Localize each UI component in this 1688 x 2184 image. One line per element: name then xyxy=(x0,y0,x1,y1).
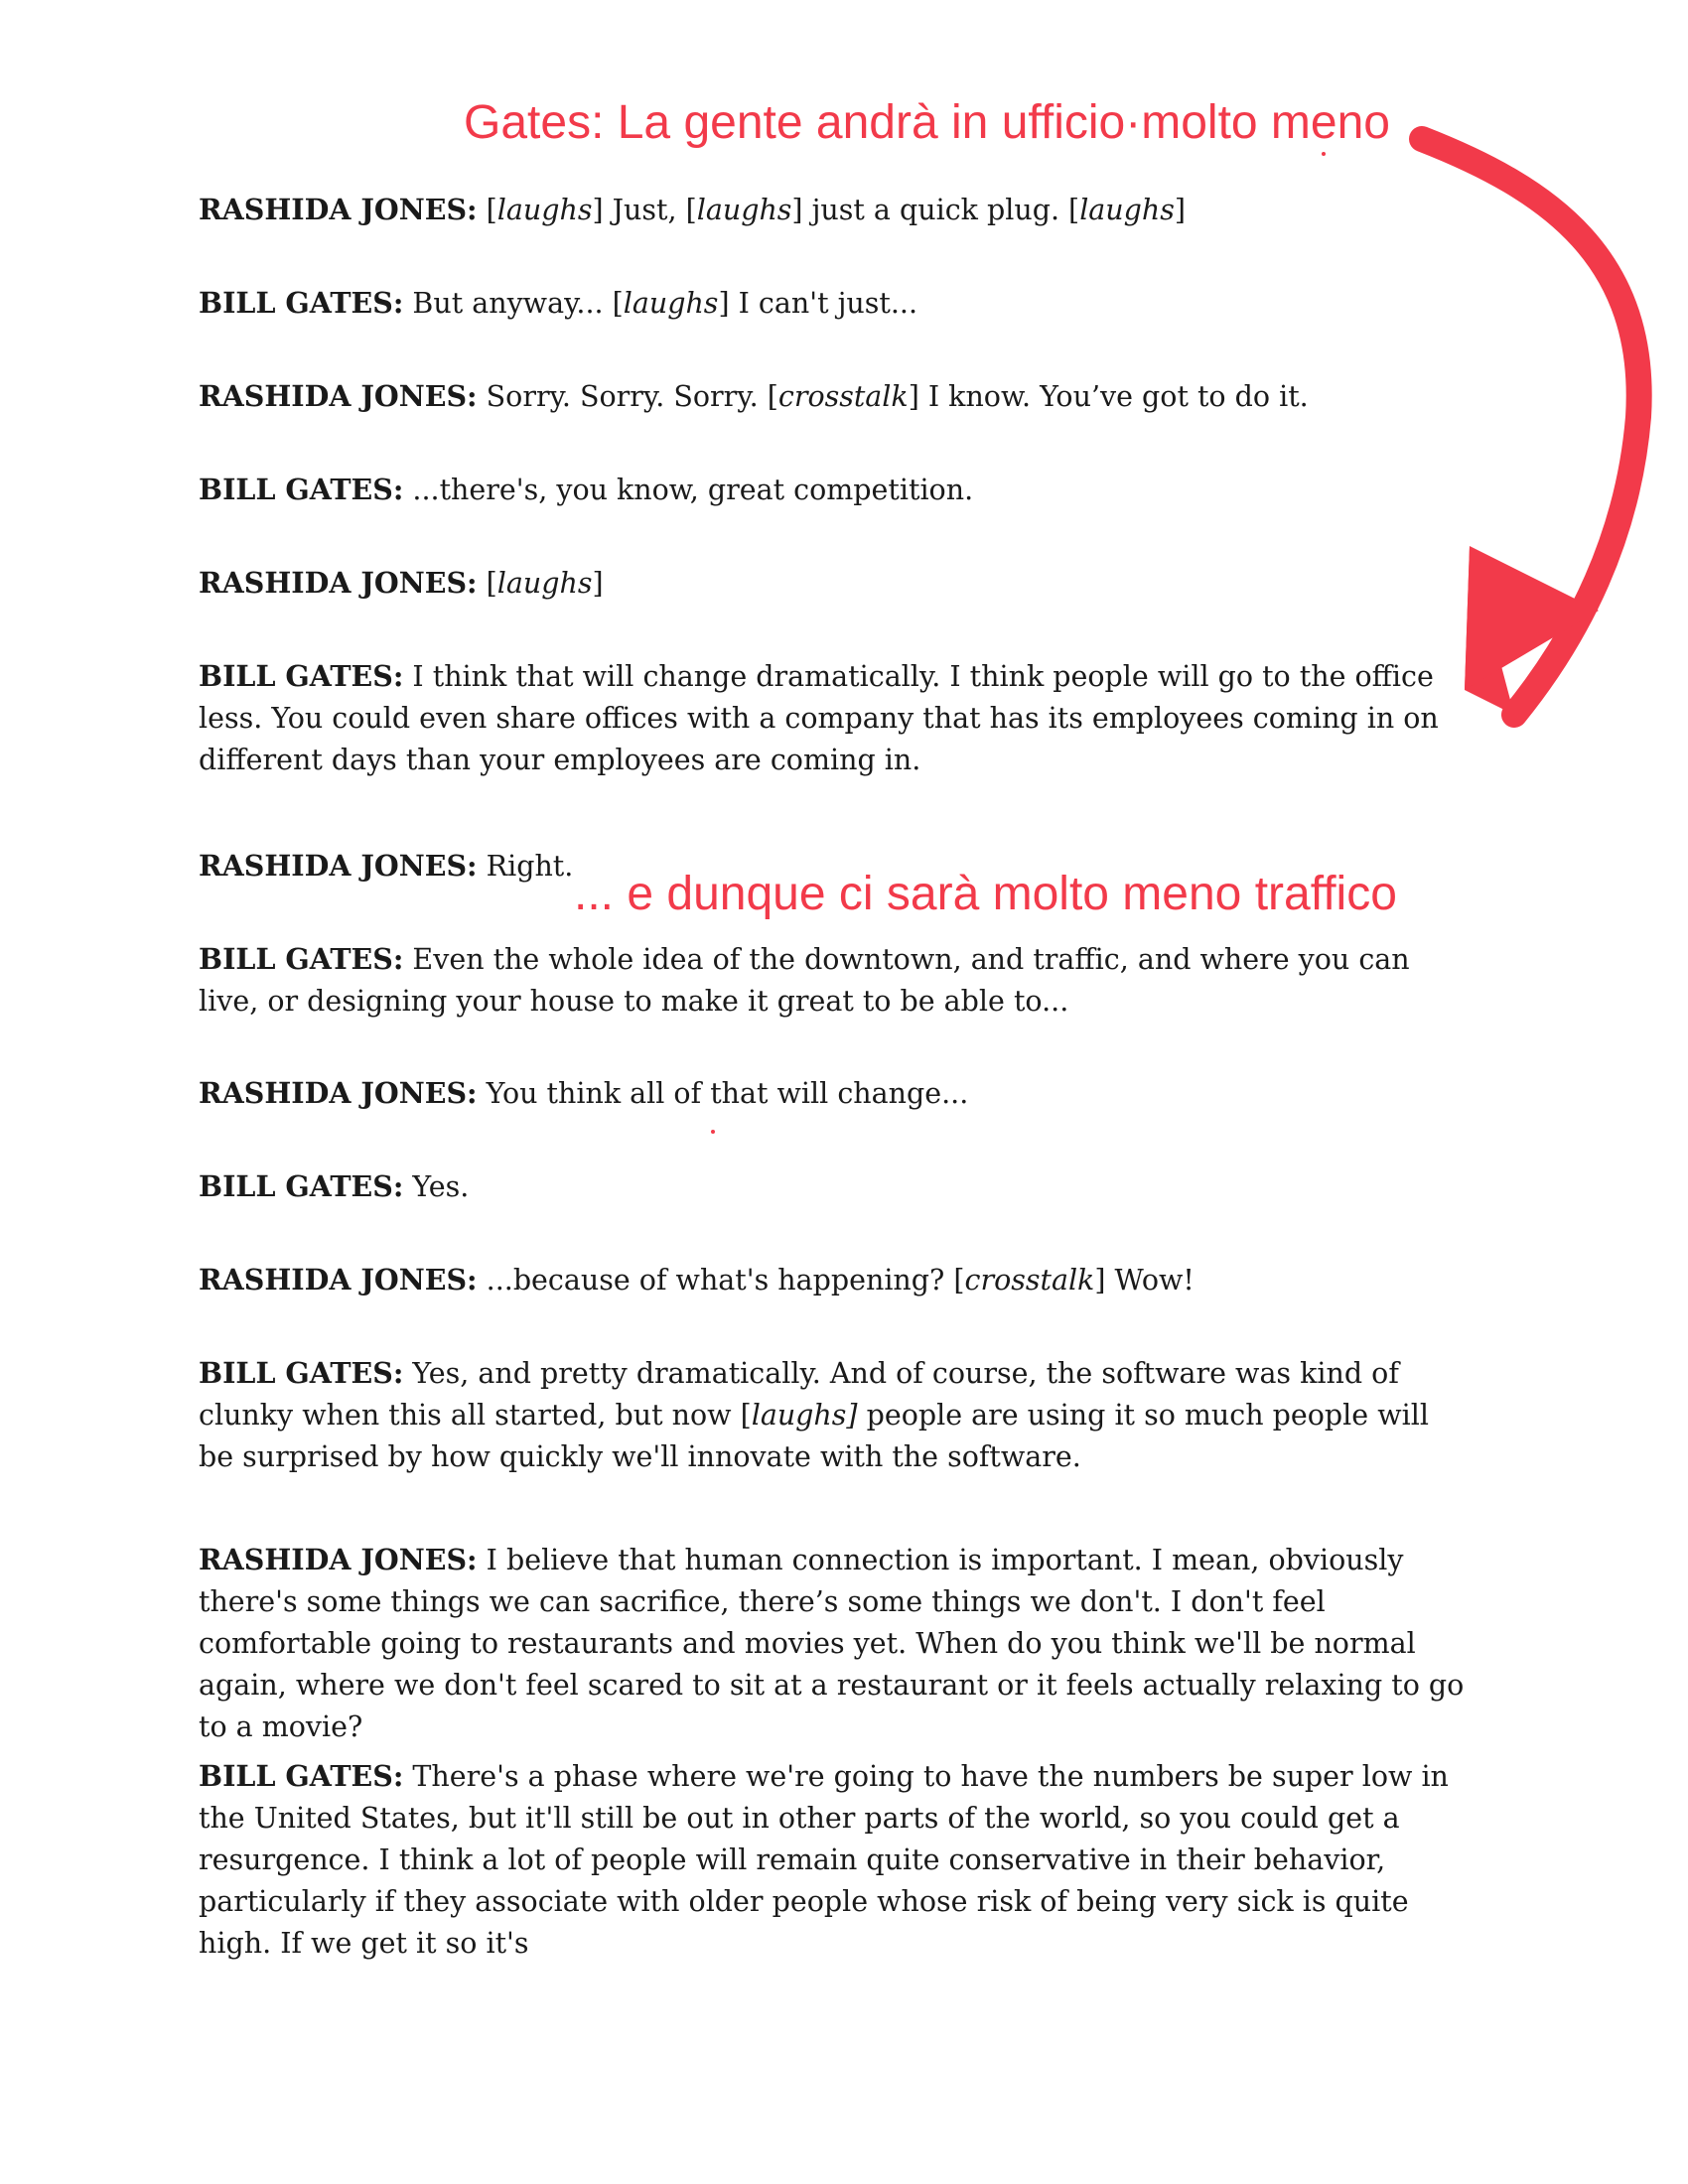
speaker-name: BILL GATES: xyxy=(199,473,404,506)
transcript-paragraph xyxy=(199,655,1470,781)
speech-text: ] just a quick plug. [ xyxy=(791,194,1080,226)
transcript-paragraph xyxy=(199,189,1470,231)
speech-text: I believe that human connection is important. I mean, obviously there's some things we can sacrifice, there’s some things we don't. I don't feel comfortable going to restaurants and movies yet. When do you think we'll be normal again, where we don't feel scared to sit at a restaurant or it feels actually relaxing to go to a movie? xyxy=(199,1544,1465,1743)
speaker-name: RASHIDA JONES: xyxy=(199,1263,478,1297)
transcript-paragraph xyxy=(199,1259,1470,1301)
speaker-name: BILL GATES: xyxy=(199,659,404,693)
speech-text: ] Wow! xyxy=(1094,1264,1195,1297)
speech-text: ] Just, [ xyxy=(592,194,697,226)
speech-text: ] xyxy=(592,567,604,600)
speech-text: There's a phase where we're going to have the numbers be super low in the United States, but it'll still be out in other parts of the world, so you could get a resurgence. I think a lot of people will remain quite conservative in their behavior, particularly if they associate with older people whose risk of being very sick is quite high. If we get it so it's xyxy=(199,1760,1449,1960)
speaker-name: BILL GATES: xyxy=(199,1169,404,1203)
annotation-dot xyxy=(1322,152,1326,156)
speech-text: ...because of what's happening? [ xyxy=(477,1264,965,1297)
transcript-paragraph xyxy=(199,1539,1470,1748)
speaker-name: BILL GATES: xyxy=(199,1356,404,1390)
stage-direction: laughs xyxy=(496,194,593,226)
stage-direction: crosstalk xyxy=(777,380,909,413)
speech-text: ...there's, you know, great competition. xyxy=(403,474,974,506)
speech-text: You think all of that will change... xyxy=(477,1077,969,1110)
transcript-paragraph xyxy=(199,1072,1470,1115)
speaker-name: RASHIDA JONES: xyxy=(199,379,478,413)
annotation-top: Gates: La gente andrà in ufficio·molto meno xyxy=(464,96,1390,149)
speech-text: Sorry. Sorry. Sorry. [ xyxy=(477,380,778,413)
transcript-paragraph xyxy=(199,375,1470,418)
stage-direction: laughs xyxy=(1079,194,1175,226)
speech-text: ] I know. You’ve got to do it. xyxy=(908,380,1309,413)
annotation-dot xyxy=(711,1130,715,1134)
speaker-name: BILL GATES: xyxy=(199,1759,404,1793)
transcript-paragraph xyxy=(199,469,1470,511)
speaker-name: BILL GATES: xyxy=(199,286,404,320)
speaker-name: RASHIDA JONES: xyxy=(199,1543,478,1576)
speech-text: But anyway... [ xyxy=(403,287,624,320)
speaker-name: BILL GATES: xyxy=(199,942,404,976)
transcript-paragraph xyxy=(199,562,1470,605)
transcript-paragraph xyxy=(199,1755,1470,1965)
speech-text: Right. xyxy=(477,850,574,883)
speech-text: people are using it so much people will be surprised by how quickly we'll innovate with the software. xyxy=(199,1399,1429,1473)
speech-text: ] xyxy=(1174,194,1186,226)
transcript-paragraph xyxy=(199,1352,1470,1478)
transcript-paragraph xyxy=(199,845,1470,887)
stage-direction: laughs xyxy=(623,287,719,320)
transcript-paragraph xyxy=(199,938,1470,1023)
speech-text: ] I can't just... xyxy=(718,287,918,320)
speech-text: Yes, and pretty dramatically. And of course, the software was kind of clunky when this all started, but now [ xyxy=(199,1357,1399,1432)
annotation-middle: ... e dunque ci sarà molto meno traffico xyxy=(574,868,1397,920)
stage-direction: crosstalk xyxy=(964,1264,1095,1297)
speech-text: I think that will change dramatically. I think people will go to the office less. You could even share offices with a company that has its employees coming in on different days than your employees are coming in. xyxy=(199,660,1439,776)
stage-direction: laughs xyxy=(696,194,792,226)
transcript-paragraph xyxy=(199,1165,1470,1208)
speaker-name: RASHIDA JONES: xyxy=(199,193,478,226)
speaker-name: RASHIDA JONES: xyxy=(199,1076,478,1110)
transcript-paragraph xyxy=(199,282,1470,325)
speech-text: [ xyxy=(477,567,497,600)
stage-direction: laughs] xyxy=(751,1399,858,1432)
speech-text: Even the whole idea of the downtown, and traffic, and where you can live, or designing your house to make it great to be able to... xyxy=(199,943,1410,1018)
speech-text: Yes. xyxy=(403,1170,470,1203)
speech-text: [ xyxy=(477,194,497,226)
speaker-name: RASHIDA JONES: xyxy=(199,849,478,883)
stage-direction: laughs xyxy=(496,567,593,600)
speaker-name: RASHIDA JONES: xyxy=(199,566,478,600)
